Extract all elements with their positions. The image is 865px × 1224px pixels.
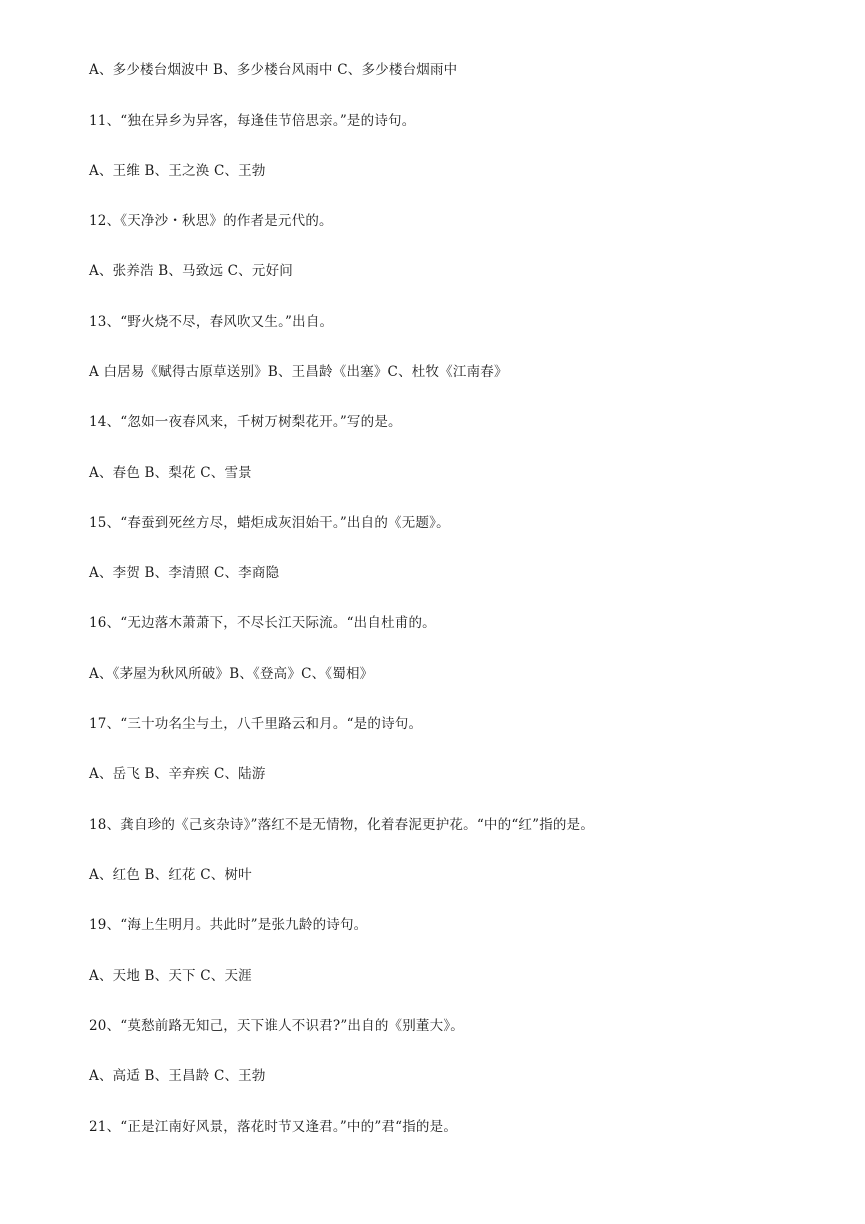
question-14: 14、“忽如一夜春风来，千树万树梨花开。”写的是。 (89, 414, 402, 430)
question-18: 18、龚自珍的《己亥杂诗》”落红不是无情物，化着春泥更护花。“中的“红”指的是。 (89, 817, 595, 833)
question-19: 19、“海上生明月。共此时”是张九龄的诗句。 (89, 917, 368, 933)
option-line-15: A、李贺 B、李清照 C、李商隐 (89, 565, 280, 581)
question-11: 11、“独在异乡为异客，每逢佳节倍思亲。”是的诗句。 (89, 113, 416, 129)
option-line-14: A、春色 B、梨花 C、雪景 (89, 465, 252, 481)
option-line-20: A、高适 B、王昌龄 C、王勃 (89, 1068, 266, 1084)
option-line-16: A、《茅屋为秋风所破》B、《登高》C、《蜀相》 (89, 666, 374, 682)
question-12: 12、《天净沙・秋思》的作者是元代的。 (89, 213, 333, 229)
question-13: 13、“野火烧不尽，春风吹又生。”出自。 (89, 314, 334, 330)
question-20: 20、“莫愁前路无知己，天下谁人不识君?”出自的《别董大》。 (89, 1018, 464, 1034)
question-17: 17、“三十功名尘与土，八千里路云和月。“是的诗句。 (89, 716, 423, 732)
option-line-10: A、多少楼台烟波中 B、多少楼台风雨中 C、多少楼台烟雨中 (89, 62, 458, 78)
option-line-12: A、张养浩 B、马致远 C、元好问 (89, 263, 293, 279)
question-16: 16、“无边落木萧萧下，不尽长江天际流。“出自杜甫的。 (89, 615, 436, 631)
option-line-17: A、岳飞 B、辛弃疾 C、陆游 (89, 766, 266, 782)
option-line-18: A、红色 B、红花 C、树叶 (89, 867, 252, 883)
option-line-19: A、天地 B、天下 C、天涯 (89, 968, 252, 984)
question-21: 21、“正是江南好风景，落花时节又逢君。”中的”君“指的是。 (89, 1119, 458, 1135)
option-line-13: A 白居易《赋得古原草送别》B、王昌龄《出塞》C、杜牧《江南春》 (89, 364, 508, 380)
option-line-11: A、王维 B、王之涣 C、王勃 (89, 163, 266, 179)
question-15: 15、“春蚕到死丝方尽，蜡炬成灰泪始干。”出自的《无题》。 (89, 515, 450, 531)
